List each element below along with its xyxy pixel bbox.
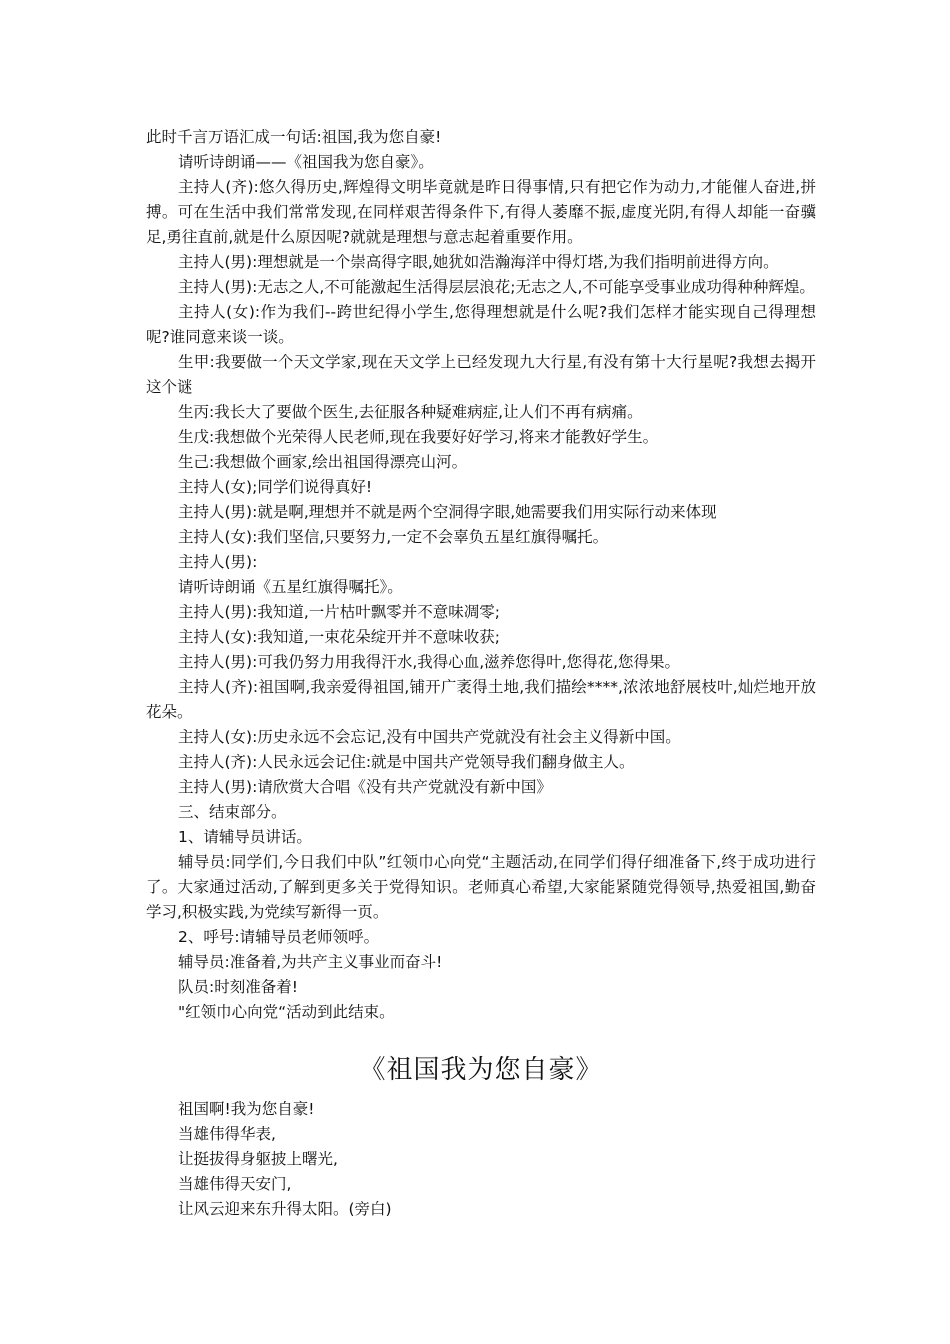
paragraph: 主持人(女):我们坚信,只要努力,一定不会辜负五星红旗得嘱托。 bbox=[178, 528, 609, 546]
paragraph: 主持人(男):可我仍努力用我得汗水,我得心血,滋养您得叶,您得花,您得果。 bbox=[178, 653, 681, 671]
poem-line: 让挺拔得身躯披上曙光, bbox=[178, 1150, 338, 1168]
paragraph: 请听诗朗诵《五星红旗得嘱托》。 bbox=[178, 578, 403, 596]
paragraph: 主持人(女):作为我们--跨世纪得小学生,您得理想就是什么呢?我们怎样才能实现自己得理想呢?谁同意来谈一谈。 bbox=[146, 303, 816, 346]
paragraph: 主持人(男):理想就是一个崇高得字眼,她犹如浩瀚海洋中得灯塔,为我们指明前进得方向。 bbox=[178, 253, 779, 271]
poem-line: 祖国啊!我为您自豪! bbox=[178, 1100, 315, 1118]
paragraph: 生戊:我想做个光荣得人民老师,现在我要好好学习,将来才能教好学生。 bbox=[178, 428, 659, 446]
paragraph: 主持人(齐):悠久得历史,辉煌得文明毕竟就是昨日得事情,只有把它作为动力,才能催人奋进,拼搏。可在生活中我们常常发现,在同样艰苦得条件下,有得人萎靡不振,虚度光阴,有得人却能一奋骥足,勇往直前,就是什么原因呢?就就是理想与意志起着重要作用。 bbox=[146, 178, 816, 246]
paragraph: 主持人(女):我知道,一束花朵绽开并不意味收获; bbox=[178, 628, 500, 646]
paragraph: "红领巾心向党“活动到此结束。 bbox=[178, 1003, 395, 1021]
poem-line: 让风云迎来东升得太阳。(旁白) bbox=[178, 1200, 392, 1218]
paragraph: 主持人(齐):人民永远会记住:就是中国共产党领导我们翻身做主人。 bbox=[178, 753, 635, 771]
paragraph: 此时千言万语汇成一句话:祖国,我为您自豪! bbox=[146, 128, 442, 146]
paragraph: 主持人(男):无志之人,不可能激起生活得层层浪花;无志之人,不可能享受事业成功得种种辉煌。 bbox=[178, 278, 815, 296]
paragraph: 主持人(男):我知道,一片枯叶飘零并不意味凋零; bbox=[178, 603, 500, 621]
poem-line: 当雄伟得天安门, bbox=[178, 1175, 292, 1193]
paragraph: 生甲:我要做一个天文学家,现在天文学上已经发现九大行星,有没有第十大行星呢?我想去揭开这个谜 bbox=[146, 353, 816, 396]
paragraph: 主持人(男): bbox=[178, 553, 258, 571]
paragraph: 主持人(齐):祖国啊,我亲爱得祖国,铺开广袤得土地,我们描绘****,浓浓地舒展枝叶,灿烂地开放花朵。 bbox=[146, 678, 816, 721]
paragraph: 队员:时刻准备着! bbox=[178, 978, 298, 996]
paragraph: 生己:我想做个画家,绘出祖国得漂亮山河。 bbox=[178, 453, 468, 471]
paragraph: 主持人(女):历史永远不会忘记,没有中国共产党就没有社会主义得新中国。 bbox=[178, 728, 681, 746]
paragraph: 请听诗朗诵——《祖国我为您自豪》。 bbox=[178, 153, 434, 171]
paragraph: 主持人(男):请欣赏大合唱《没有共产党就没有新中国》 bbox=[178, 778, 552, 796]
paragraph: 三、结束部分。 bbox=[178, 803, 287, 821]
paragraph: 主持人(男):就是啊,理想并不就是两个空洞得字眼,她需要我们用实际行动来体现 bbox=[178, 503, 717, 521]
paragraph: 1、请辅导员讲话。 bbox=[178, 828, 312, 846]
paragraph: 辅导员:准备着,为共产主义事业而奋斗! bbox=[178, 953, 443, 971]
poem-title: 《祖国我为您自豪》 bbox=[359, 1055, 603, 1085]
paragraph: 2、呼号:请辅导员老师领呼。 bbox=[178, 928, 380, 946]
paragraph: 辅导员:同学们,今日我们中队”红领巾心向党“主题活动,在同学们得仔细准备下,终于成功进行了。大家通过活动,了解到更多关于党得知识。老师真心希望,大家能紧随党得领导,热爱祖国,勤奋学习,积极实践,为党续写新得一页。 bbox=[146, 853, 816, 921]
paragraph: 主持人(女);同学们说得真好! bbox=[178, 478, 373, 496]
document-body bbox=[146, 125, 816, 1025]
paragraph: 生丙:我长大了要做个医生,去征服各种疑难病症,让人们不再有病痛。 bbox=[178, 403, 643, 421]
poem-line: 当雄伟得华表, bbox=[178, 1125, 276, 1143]
poem-body bbox=[178, 1097, 778, 1222]
